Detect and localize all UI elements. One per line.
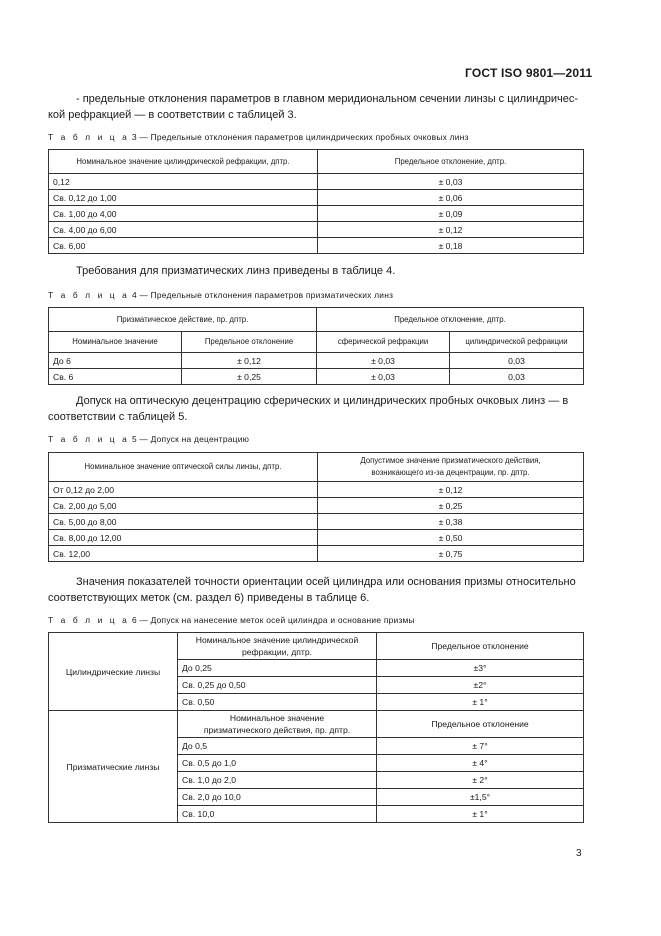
table6-prism-header-line-1: Номинальное значение — [229, 713, 325, 723]
table5-cell: ± 0,38 — [318, 514, 584, 530]
table6-cyl-header-line-1: Номинальное значение цилиндрической — [195, 635, 359, 645]
table5-cell: Св. 2,00 до 5,00 — [49, 498, 318, 514]
decentration-paragraph — [48, 394, 584, 425]
table6-cell: Св. 2,0 до 10,0 — [178, 789, 377, 806]
table3-cell: ± 0,03 — [318, 174, 584, 190]
table4-cell: ± 0,03 — [317, 369, 450, 385]
table3-cell: Св. 6,00 — [49, 238, 318, 254]
table6-cell: ±1,5° — [377, 789, 584, 806]
table4-sub-deviation: Предельное отклонение — [182, 332, 317, 353]
table6-cell: ±2° — [377, 677, 584, 694]
table6-cell: ± 4° — [377, 755, 584, 772]
table6-cell: ± 1° — [377, 806, 584, 823]
table-row — [49, 222, 584, 238]
table5-header-line-1: Допустимое значение призматического действия, — [360, 456, 541, 465]
table6-cyl-header-deviation: Предельное отклонение — [377, 633, 584, 660]
table4-cell: ± 0,03 — [317, 353, 450, 369]
intro-paragraph — [48, 92, 584, 123]
table6-cell: До 0,5 — [178, 738, 377, 755]
table4-caption-label: Т а б л и ц а — [48, 290, 130, 300]
decentration-line-2: соответствии с таблицей 5. — [48, 410, 188, 423]
table6-prism-header-nominal — [178, 711, 377, 738]
table4-sub-cylindrical: цилиндрической рефракции — [450, 332, 584, 353]
table6-caption-text: 6 — Допуск на нанесение меток осей цилиндра и основание призмы — [131, 615, 415, 625]
table4-group-deviation: Предельное отклонение, дптр. — [317, 308, 584, 332]
table-row — [49, 369, 584, 385]
table6-cylindrical-label: Цилиндрические линзы — [49, 633, 178, 711]
table6-cell: До 0,25 — [178, 660, 377, 677]
table5-cell: От 0,12 до 2,00 — [49, 482, 318, 498]
table6-cell: ±3° — [377, 660, 584, 677]
table-row — [49, 206, 584, 222]
table6-cyl-header-line-2: рефракции, дптр. — [241, 647, 313, 657]
table3-cell: Св. 1,00 до 4,00 — [49, 206, 318, 222]
table6-cell: ± 1° — [377, 694, 584, 711]
table3-caption — [48, 132, 469, 142]
table3-cell: Св. 0,12 до 1,00 — [49, 190, 318, 206]
table4-sub-spherical: сферической рефракции — [317, 332, 450, 353]
table6-cell: ± 7° — [377, 738, 584, 755]
table4-cell: До 6 — [49, 353, 182, 369]
table3-cell: ± 0,18 — [318, 238, 584, 254]
table3-caption-label: Т а б л и ц а — [48, 132, 130, 142]
axes-orientation-line-2: соответствующих меток (см. раздел 6) приведены в таблице 6. — [48, 591, 370, 604]
table6-prism-header-deviation: Предельное отклонение — [377, 711, 584, 738]
table-row — [49, 498, 584, 514]
table-row — [49, 514, 584, 530]
table-row — [49, 546, 584, 562]
table5-caption-label: Т а б л и ц а — [48, 434, 130, 444]
table6-cell: Св. 0,5 до 1,0 — [178, 755, 377, 772]
table-5 — [48, 452, 584, 562]
table6-cell: Св. 10,0 — [178, 806, 377, 823]
table5-cell: ± 0,25 — [318, 498, 584, 514]
table5-header-line-2: возникающего из-за децентрации, пр. дптр. — [371, 468, 530, 477]
table4-caption-text: 4 — Предельные отклонения параметров призматических линз — [131, 290, 394, 300]
table6-cell: Св. 0,50 — [178, 694, 377, 711]
table3-cell: ± 0,06 — [318, 190, 584, 206]
table5-cell: Св. 8,00 до 12,00 — [49, 530, 318, 546]
table6-cyl-header-nominal — [178, 633, 377, 660]
table4-sub-nominal: Номинальное значение — [49, 332, 182, 353]
table-row — [49, 174, 584, 190]
table5-header-prism-action — [318, 453, 584, 482]
table5-cell: ± 0,12 — [318, 482, 584, 498]
table5-header-nominal: Номинальное значение оптической силы линзы, дптр. — [49, 453, 318, 482]
table-row — [49, 530, 584, 546]
table4-cell: 0,03 — [450, 353, 584, 369]
table3-cell: Св. 4,00 до 6,00 — [49, 222, 318, 238]
table4-cell: ± 0,12 — [182, 353, 317, 369]
prism-requirements-line: Требования для призматических линз приведены в таблице 4. — [76, 265, 396, 277]
document-header: ГОСТ ISO 9801—2011 — [465, 66, 593, 80]
prism-requirements-paragraph — [48, 264, 584, 280]
intro-line-2: кой рефракцией — в соответствии с таблицей 3. — [48, 108, 297, 121]
table-4 — [48, 307, 584, 385]
table6-caption-label: Т а б л и ц а — [48, 615, 130, 625]
axes-orientation-line-1: Значения показателей точности ориентации осей цилиндра или основания призмы относительно — [76, 576, 576, 588]
table4-group-prism: Призматическое действие, пр. дптр. — [49, 308, 317, 332]
table5-cell: Св. 12,00 — [49, 546, 318, 562]
table5-cell: ± 0,75 — [318, 546, 584, 562]
table6-cell: Св. 0,25 до 0,50 — [178, 677, 377, 694]
table6-prism-header-line-2: призматического действия, пр. дптр. — [203, 725, 351, 735]
table-row — [49, 353, 584, 369]
table6-prismatic-label: Призматические линзы — [49, 711, 178, 823]
table6-caption — [48, 615, 415, 625]
intro-line-1: - предельные отклонения параметров в главном меридиональном сечении линзы с цилиндричес- — [76, 93, 579, 105]
table3-caption-text: 3 — Предельные отклонения параметров цилиндрических пробных очковых линз — [131, 132, 469, 142]
table4-cell: Св. 6 — [49, 369, 182, 385]
table5-caption-text: 5 — Допуск на децентрацию — [131, 434, 250, 444]
table4-cell: 0,03 — [450, 369, 584, 385]
table-6 — [48, 632, 584, 823]
table3-cell: 0,12 — [49, 174, 318, 190]
page-number: 3 — [576, 848, 582, 859]
table5-caption — [48, 434, 249, 444]
table6-cell: ± 2° — [377, 772, 584, 789]
table4-cell: ± 0,25 — [182, 369, 317, 385]
table3-header-nominal: Номинальное значение цилиндрической рефракции, дптр. — [49, 150, 318, 174]
axes-orientation-paragraph — [48, 575, 584, 606]
table3-cell: ± 0,09 — [318, 206, 584, 222]
table3-header-deviation: Предельное отклонение, дптр. — [318, 150, 584, 174]
table-row — [49, 482, 584, 498]
table3-cell: ± 0,12 — [318, 222, 584, 238]
table4-caption — [48, 290, 393, 300]
table6-cell: Св. 1,0 до 2,0 — [178, 772, 377, 789]
table5-cell: ± 0,50 — [318, 530, 584, 546]
table-3 — [48, 149, 584, 254]
table-row — [49, 238, 584, 254]
table-row — [49, 190, 584, 206]
table5-cell: Св. 5,00 до 8,00 — [49, 514, 318, 530]
decentration-line-1: Допуск на оптическую децентрацию сферических и цилиндрических пробных очковых линз — в — [76, 395, 569, 407]
